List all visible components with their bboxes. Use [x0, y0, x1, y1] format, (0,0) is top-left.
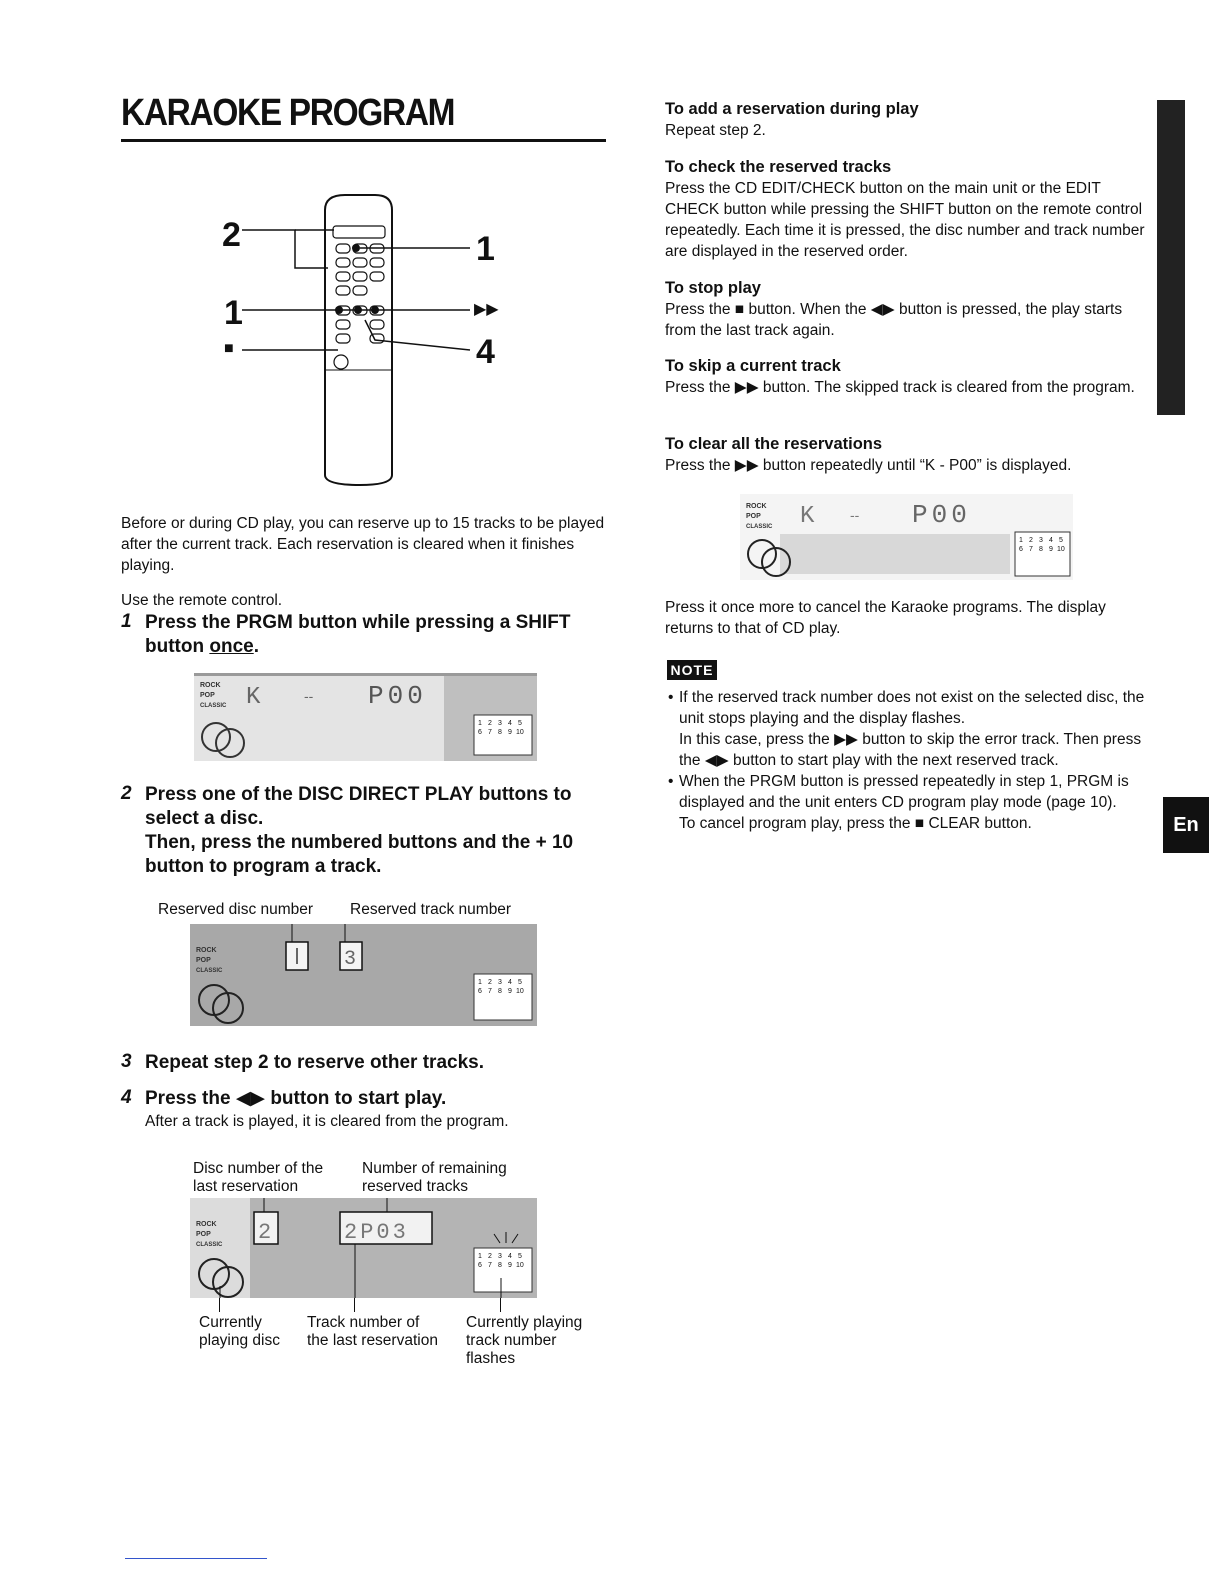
svg-text:5: 5 [1059, 537, 1063, 544]
section-heading: To stop play [665, 279, 761, 297]
title-rule [121, 139, 606, 142]
step-number: 2 [121, 783, 132, 804]
svg-text:6: 6 [478, 729, 482, 736]
section-check-tracks [665, 157, 1149, 262]
svg-text:3: 3 [1039, 537, 1043, 544]
lcd-display-step2 [190, 924, 537, 1026]
label-track-last-reservation: Track number of the last reservation [307, 1314, 438, 1349]
svg-text:2: 2 [1029, 537, 1033, 544]
step-2 [121, 783, 611, 879]
section-body: Press the ▶▶ button. The skipped track is cleared from the program. [665, 379, 1135, 396]
notes-list [668, 687, 1150, 834]
note-item: • When the PRGM button is pressed repeatedly in step 1, PRGM is displayed and the unit enters CD program play mode (page 10). To cancel program play, press the ■ CLEAR button. [668, 771, 1150, 834]
lcd-display-step1 [194, 673, 537, 761]
tag-rock: ROCK [200, 682, 221, 689]
svg-text:5: 5 [518, 720, 522, 727]
tag-classic: CLASSIC [200, 703, 227, 709]
svg-text:9: 9 [508, 1262, 512, 1269]
note-badge: NOTE [667, 660, 717, 680]
step-4 [121, 1087, 611, 1132]
svg-text:ROCK: ROCK [196, 947, 217, 954]
side-tab-decoration [1157, 100, 1185, 415]
page-title: KARAOKE PROGRAM [121, 92, 455, 134]
svg-text:2: 2 [258, 1220, 272, 1245]
svg-text:P00: P00 [912, 500, 971, 530]
label-disc-last-reservation: Disc number of the last reservation [193, 1160, 324, 1195]
svg-text:7: 7 [488, 988, 492, 995]
svg-text:3: 3 [498, 1253, 502, 1260]
svg-text:--: -- [850, 507, 860, 523]
svg-text:1: 1 [478, 1253, 482, 1260]
section-stop-play [665, 278, 1149, 341]
callout-2-top: 2 [222, 216, 241, 254]
svg-text:4: 4 [508, 1253, 512, 1260]
language-tab-en: En [1163, 797, 1209, 853]
section-add-reservation [665, 99, 1149, 141]
svg-text:8: 8 [498, 988, 502, 995]
step-number: 1 [121, 611, 132, 632]
section-heading: To clear all the reservations [665, 435, 883, 453]
svg-text:3: 3 [498, 979, 502, 986]
lcd-display-step4 [190, 1198, 537, 1298]
svg-text:10: 10 [1057, 546, 1065, 553]
svg-text:5: 5 [518, 1253, 522, 1260]
svg-text:1: 1 [1019, 537, 1023, 544]
section-heading: To skip a current track [665, 357, 841, 375]
svg-text:4: 4 [508, 720, 512, 727]
step-subtext: After a track is played, it is cleared from the program. [145, 1113, 509, 1130]
callout-1-top: 1 [476, 230, 495, 268]
svg-text:POP: POP [746, 513, 761, 520]
leader-line [219, 1298, 220, 1312]
svg-text:5: 5 [518, 979, 522, 986]
step-number: 4 [121, 1087, 132, 1108]
fast-forward-icon: ▶▶ [474, 301, 499, 318]
callout-1-mid: 1 [224, 294, 243, 332]
label-playing-track: Currently playing track number flashes [466, 1314, 583, 1367]
svg-text:7: 7 [488, 1262, 492, 1269]
label-remaining-tracks: Number of remaining reserved tracks [362, 1160, 507, 1195]
step-3 [121, 1051, 611, 1075]
lcd-char-k: K [246, 684, 261, 711]
remote-diagram [200, 190, 520, 500]
svg-text:10: 10 [516, 729, 524, 736]
label-playing-disc: Currently playing disc [199, 1314, 280, 1349]
step-heading: Press the PRGM button while pressing a SHIFT button once. [145, 612, 571, 657]
svg-text:2: 2 [488, 1253, 492, 1260]
svg-text:CLASSIC: CLASSIC [196, 1242, 223, 1248]
tag-pop: POP [200, 692, 215, 699]
svg-text:10: 10 [516, 1262, 524, 1269]
svg-text:POP: POP [196, 1231, 211, 1238]
use-remote-text: Use the remote control. [121, 592, 283, 609]
section-body: Press the CD EDIT/CHECK button on the main unit or the EDIT CHECK button while pressing the SHIFT button on the remote control repeatedly. Each time it is pressed, the disc number and track number are displayed in the reserved order. [665, 180, 1145, 260]
svg-text:7: 7 [1029, 546, 1033, 553]
section-heading: To add a reservation during play [665, 100, 919, 118]
section-body: Repeat step 2. [665, 122, 766, 139]
section-clear-reservations [665, 434, 1149, 476]
section-skip-track [665, 356, 1149, 398]
svg-text:6: 6 [478, 1262, 482, 1269]
svg-text:ROCK: ROCK [746, 503, 767, 510]
svg-text:8: 8 [498, 1262, 502, 1269]
svg-text:2P03: 2P03 [344, 1220, 409, 1245]
section-body: Press the ■ button. When the ◀▶ button is pressed, the play starts from the last track again. [665, 301, 1123, 339]
section-heading: To check the reserved tracks [665, 158, 892, 176]
svg-text:9: 9 [1049, 546, 1053, 553]
svg-text:2: 2 [488, 720, 492, 727]
svg-text:7: 7 [488, 729, 492, 736]
svg-text:ROCK: ROCK [196, 1221, 217, 1228]
step-heading: Press the ◀▶ button to start play. [145, 1088, 447, 1109]
section-body: Press the ▶▶ button repeatedly until “K - P00” is displayed. [665, 457, 1072, 474]
cancel-karaoke-text: Press it once more to cancel the Karaoke programs. The display returns to that of CD play. [665, 599, 1106, 637]
svg-text:POP: POP [196, 957, 211, 964]
svg-text:3: 3 [344, 948, 357, 971]
lcd-display-clear [740, 494, 1073, 580]
lcd-p00: P00 [368, 681, 427, 711]
step-heading: Press one of the DISC DIRECT PLAY buttons to select a disc. [145, 784, 572, 829]
note-item: • If the reserved track number does not exist on the selected disc, the unit stops playing and the display flashes. In this case, press the ▶▶ button to skip the error track. Then press the ◀▶ button to start play with the next reserved track. [668, 687, 1150, 771]
svg-text:K: K [800, 503, 815, 530]
svg-text:6: 6 [1019, 546, 1023, 553]
step-number: 3 [121, 1051, 132, 1072]
intro-paragraph: Before or during CD play, you can reserve up to 15 tracks to be played after the current track. Each reservation is cleared when it finishes playing. [121, 515, 605, 574]
svg-text:CLASSIC: CLASSIC [746, 524, 773, 530]
svg-text:3: 3 [498, 720, 502, 727]
leader-line [500, 1298, 501, 1312]
svg-text:4: 4 [1049, 537, 1053, 544]
remote-illustration [200, 190, 520, 500]
label-reserved-track: Reserved track number [350, 901, 512, 918]
svg-text:9: 9 [508, 988, 512, 995]
bottom-rule [125, 1558, 267, 1559]
svg-text:6: 6 [478, 988, 482, 995]
svg-text:1: 1 [478, 979, 482, 986]
lcd-dash: -- [304, 688, 314, 704]
svg-text:1: 1 [478, 720, 482, 727]
step-heading-2: Then, press the numbered buttons and the + 10 button to program a track. [145, 832, 574, 877]
svg-text:2: 2 [488, 979, 492, 986]
callout-4: 4 [476, 333, 495, 371]
step-heading: Repeat step 2 to reserve other tracks. [145, 1052, 484, 1073]
svg-text:4: 4 [508, 979, 512, 986]
svg-text:10: 10 [516, 988, 524, 995]
label-reserved-disc: Reserved disc number [158, 901, 314, 918]
svg-text:8: 8 [1039, 546, 1043, 553]
stop-icon: ■ [224, 340, 234, 357]
leader-line [354, 1298, 355, 1312]
svg-text:CLASSIC: CLASSIC [196, 968, 223, 974]
step-1 [121, 611, 611, 659]
svg-text:8: 8 [498, 729, 502, 736]
svg-text:9: 9 [508, 729, 512, 736]
